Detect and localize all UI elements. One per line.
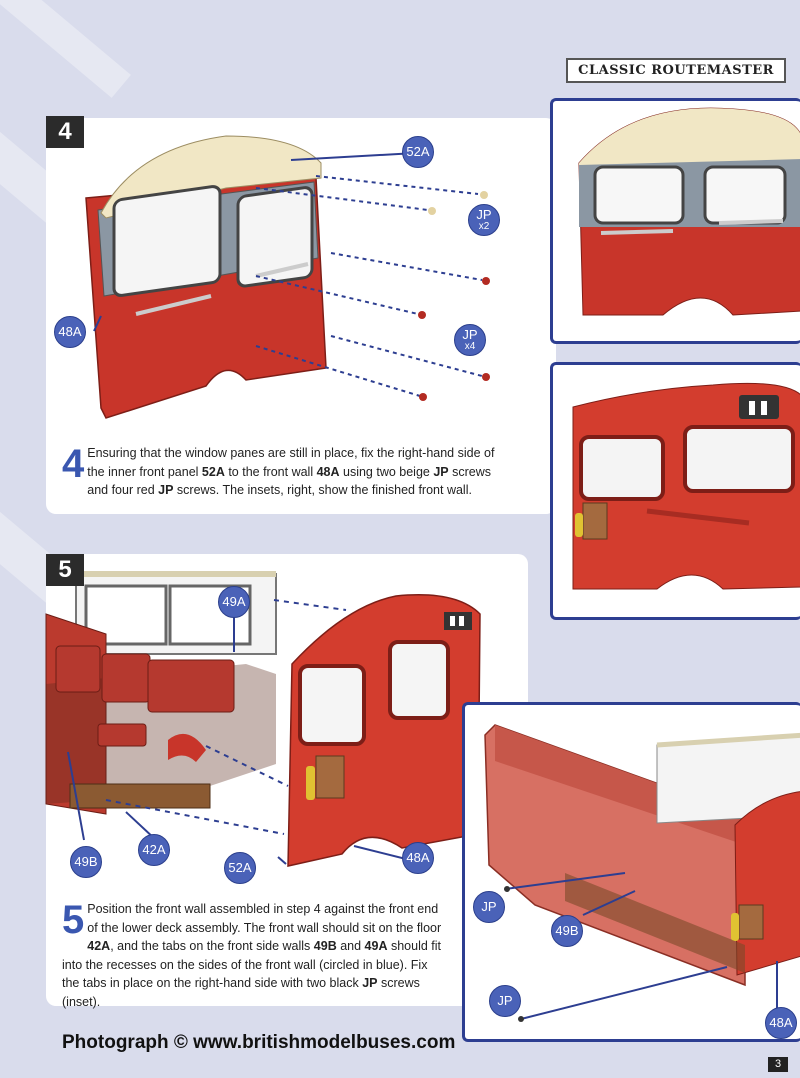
label-52a-text: 52A bbox=[406, 144, 430, 160]
inset-front-wall-front-image bbox=[553, 101, 800, 344]
step4-caption bbox=[62, 444, 510, 500]
label-52a-step5-text: 52A bbox=[228, 860, 252, 876]
inset-front-wall-rear bbox=[550, 362, 800, 620]
step5-panel bbox=[46, 554, 528, 1009]
label-48a-step5-text: 48A bbox=[406, 850, 430, 866]
inset-label-jp-top bbox=[473, 891, 505, 923]
label-49a-text: 49A bbox=[222, 594, 246, 610]
step5-caption-t2: , and the tabs on the front side walls bbox=[110, 939, 314, 953]
step4-caption-t5: screws. The insets, right, show the finished front wall. bbox=[173, 483, 472, 497]
label-48a-text: 48A bbox=[58, 324, 82, 340]
step5-caption-p1: 42A bbox=[87, 939, 111, 953]
step5-caption-p3: 49A bbox=[364, 939, 388, 953]
step5-number: 5 bbox=[46, 554, 84, 586]
step5-dropcap: 5 bbox=[62, 898, 85, 942]
inset-label-48a-text: 48A bbox=[769, 1015, 793, 1031]
inset-label-jp-bottom bbox=[489, 985, 521, 1017]
step4-caption-p1: 52A bbox=[201, 464, 225, 479]
inset-label-jp-bottom-text: JP bbox=[497, 993, 513, 1009]
label-42a-text: 42A bbox=[142, 842, 166, 858]
label-49b bbox=[70, 846, 102, 878]
series-title: CLASSIC ROUTEMASTER bbox=[566, 58, 786, 83]
label-48a-step5 bbox=[402, 842, 434, 874]
step5-caption-t3: and bbox=[336, 939, 365, 953]
step4-caption-p2: 48A bbox=[316, 464, 340, 479]
label-jp-red bbox=[454, 324, 486, 356]
inset-label-48a bbox=[765, 1007, 797, 1039]
step4-caption-p3: JP bbox=[433, 464, 449, 479]
step5-caption-p4: JP bbox=[362, 976, 378, 990]
label-48a bbox=[54, 316, 86, 348]
label-52a-step5 bbox=[224, 852, 256, 884]
step5-caption bbox=[62, 900, 448, 1011]
step4-panel bbox=[46, 118, 556, 514]
photo-credit: Photograph © www.britishmodelbuses.com bbox=[62, 1032, 456, 1053]
page-number: 3 bbox=[768, 1057, 788, 1072]
label-jp-beige-qty: x2 bbox=[478, 220, 490, 232]
step4-dropcap: 4 bbox=[62, 442, 85, 486]
label-jp-beige-text: JP bbox=[476, 206, 492, 222]
label-52a bbox=[402, 136, 434, 168]
step4-caption-t1: Ensuring that the window panes are still in place, fix the right-hand side of the inner front panel bbox=[87, 446, 495, 479]
inset-lower-deck bbox=[462, 702, 800, 1042]
step5-caption-t1: Position the front wall assembled in step 4 against the front end of the lower deck assembly. The front wall should sit on the floor bbox=[87, 902, 442, 935]
inset-front-wall-front bbox=[550, 98, 800, 344]
step5-caption-t4: should fit into the recesses on the sides of the front wall (circled in blue). Fix the tabs in place on the right-hand side with two black bbox=[62, 939, 441, 990]
step5-caption-p2: 49B bbox=[313, 939, 337, 953]
label-jp-red-text: JP bbox=[462, 326, 478, 342]
step4-caption-t2: to the front wall bbox=[224, 464, 317, 479]
inset-label-jp-top-text: JP bbox=[481, 899, 497, 915]
inset-front-wall-rear-image bbox=[553, 365, 800, 620]
label-49a bbox=[218, 586, 250, 618]
label-49b-text: 49B bbox=[74, 854, 98, 870]
step5-caption-t5: screws (inset). bbox=[62, 976, 420, 1009]
label-42a bbox=[138, 834, 170, 866]
step4-caption-p4: JP bbox=[158, 483, 174, 497]
step4-caption-t3: using two beige bbox=[339, 464, 434, 479]
inset-label-49b-text: 49B bbox=[555, 923, 579, 939]
inset-label-49b bbox=[551, 915, 583, 947]
step4-caption-t4: screws and four red bbox=[87, 464, 491, 497]
background-stripe bbox=[0, 0, 131, 98]
label-jp-red-qty: x4 bbox=[464, 340, 476, 352]
step4-number: 4 bbox=[46, 116, 84, 148]
label-jp-beige bbox=[468, 204, 500, 236]
